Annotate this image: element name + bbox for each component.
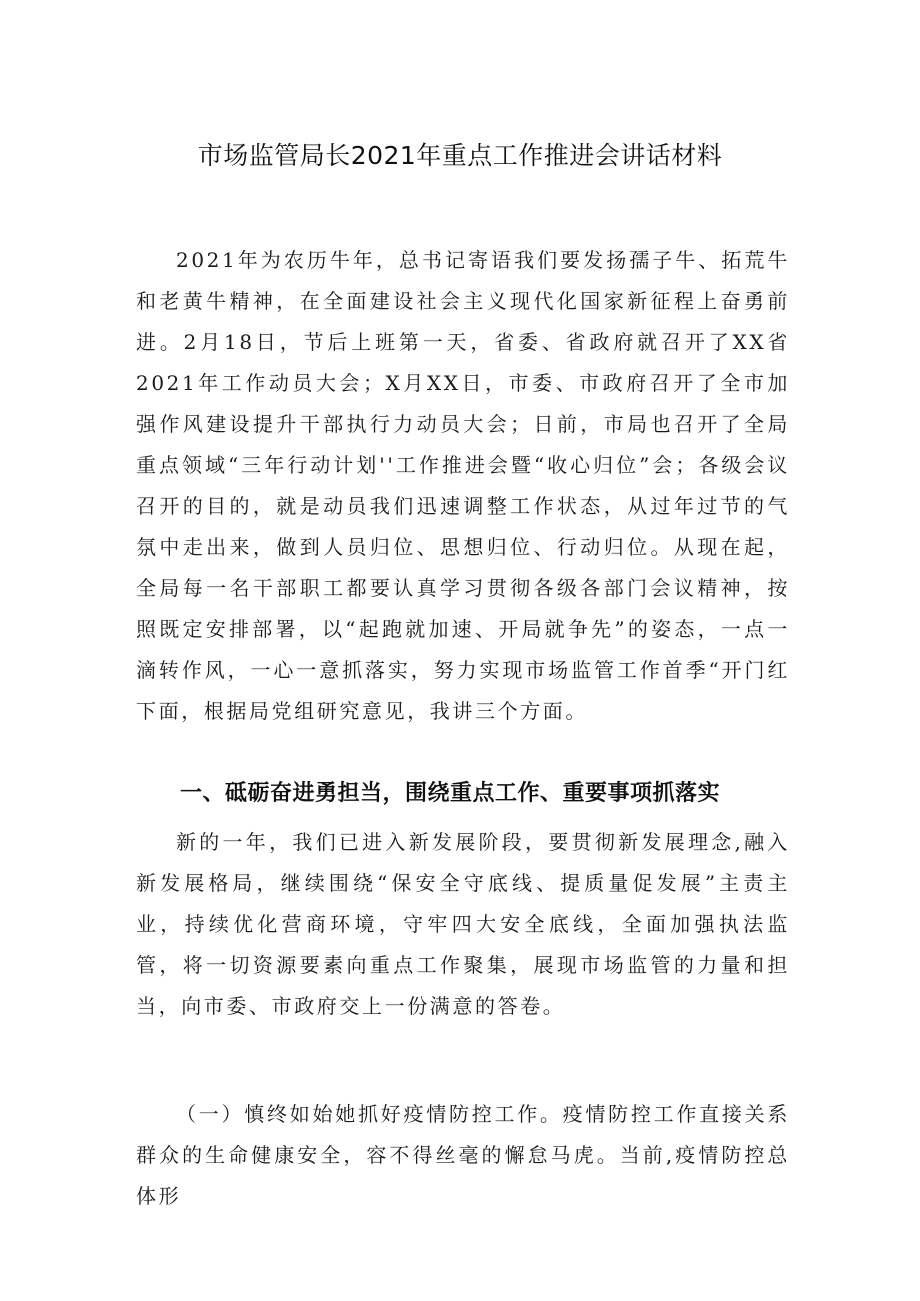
- subsection-1-paragraph: （一）慎终如始她抓好疫情防控工作。疫情防控工作直接关系群众的生命健康安全，容不得丝毫的懈怠马虎。当前,疫情防控总体形: [136, 1102, 790, 1208]
- section-1-paragraph: 新的一年，我们已进入新发展阶段，要贯彻新发展理念,融入新发展格局，继续围绕“保安全守底线、提质量促发展”主责主业，持续优化营商环境，守牢四大安全底线，全面加强执法监管，将一切资源要素向重点工作聚集，展现市场监管的力量和担当，向市委、市政府交上一份满意的答卷。: [136, 830, 790, 1018]
- section-1-heading: 一、砥砺奋进勇担当，围绕重点工作、重要事项抓落实: [180, 781, 721, 806]
- document-title: 市场监管局长2021年重点工作推进会讲话材料: [197, 141, 723, 170]
- intro-paragraph: 2021年为农历牛年，总书记寄语我们要发扬孺子牛、拓荒牛和老黄牛精神，在全面建设社会主义现代化国家新征程上奋勇前进。2月18日，节后上班第一天，省委、省政府就召开了XX省2021年工作动员大会；X月XX日，市委、市政府召开了全市加强作风建设提升干部执行力动员大会；日前，市局也召开了全局重点领域“三年行动计划''工作推进会暨“收心归位”会；各级会议召开的目的，就是动员我们迅速调整工作状态，从过年过节的气氛中走出来，做到人员归位、思想归位、行动归位。从现在起，全局每一名干部职工都要认真学习贯彻各级各部门会议精神，按照既定安排部署，以“起跑就加速、开局就争先”的姿态，一点一滴转作风，一心一意抓落实，努力实现市场监管工作首季“开门红下面，根据局党组研究意见，我讲三个方面。: [136, 248, 790, 723]
